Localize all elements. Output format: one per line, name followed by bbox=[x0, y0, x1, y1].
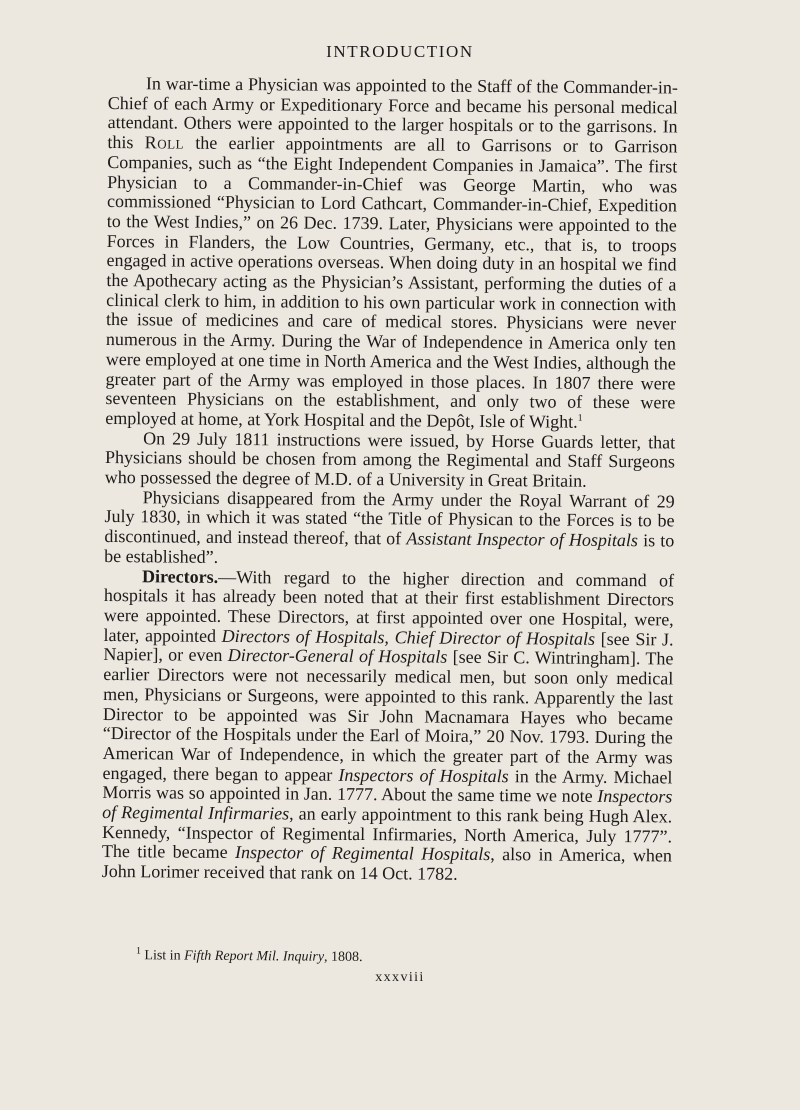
footnote-reference: 1 bbox=[577, 412, 583, 424]
text-run: the earlier appointments are all to Garrisons or to Garrison Companies, such as “the Eight Independent Companies in Jamaica”. The first Physician to a Commander-in-Chief was George Martin, who was commissioned “Physician to Lord Cathcart, Commander-in-Chief, Expedition to the West Indies,” on 26 Dec. 1739. Later, Physicians were appointed to the Forces in Flanders, the Low Countries, Germany, etc., that is, to troops engaged in active operations overseas. When doing duty in an hospital we find the Apothecary acting as the Physician’s Assistant, performing the duties of a clinical clerk to him, in addition to his own particular work in connection with the issue of medicines and care of medical stores. Physicians were never numerous in the Army. During the War of Independence in America only ten were employed at one time in North America and the West Indies, although the greater part of the Army was employed in those places. In 1807 there were seventeen Physicians on the establishment, and only two of these were employed at home, at York Hospital and the Depôt, Isle of Wight. bbox=[105, 132, 678, 432]
text-run: Physicians disappeared from the Army under the Royal Warrant of 29 July 1830, in which it was stated “the Title of Physican to the Forces is to be discontinued, and instead thereof, that of bbox=[104, 487, 675, 549]
italic-title: Fifth Report Mil. Inquiry bbox=[184, 948, 325, 965]
paragraph-horse-guards-letter bbox=[105, 429, 675, 493]
footnote bbox=[108, 947, 678, 968]
running-head: INTRODUCTION bbox=[326, 42, 474, 61]
text-run: —With regard to the higher direction and command of hospitals it has already been noted that at their first establishment Directors were appointed. These Directors, at first appointed over one Hospital, were, later, appointed bbox=[103, 566, 675, 646]
roll-small-caps: Roll bbox=[144, 132, 185, 153]
italic-title: Inspectors of Hospitals bbox=[338, 764, 509, 786]
italic-title: Inspectors of Regimental Infirmaries bbox=[102, 786, 673, 824]
paragraph-directors bbox=[102, 567, 674, 887]
text-run: , an early appointment to this rank being Hugh Alex. Kennedy, “Inspector of Regimental Infirmaries, North America, July 1777”. The title became bbox=[101, 803, 673, 863]
italic-title: Inspector of Regimental Hospitals bbox=[234, 842, 491, 865]
footnote-mark: 1 bbox=[135, 945, 142, 957]
italic-title: Assistant Inspector of Hospitals bbox=[406, 528, 639, 551]
italic-title: Director-General of Hospitals bbox=[227, 645, 448, 668]
page-number: xxxviii bbox=[375, 970, 425, 985]
text-run: , also in America, when John Lorimer received that rank on 14 Oct. 1782. bbox=[101, 844, 672, 884]
paragraph-physicians-wartime bbox=[105, 74, 678, 433]
paragraph-royal-warrant bbox=[104, 488, 675, 571]
section-run-in-heading: Directors. bbox=[141, 565, 219, 587]
text-run: in the Army. Michael Morris was so appointed in Jan. 1777. About the same time we note bbox=[102, 765, 673, 807]
text-run: In war-time a Physician was appointed to the Staff of the Commander-in-Chief of each Army or Expeditionary Force and became his personal medical attendant. Others were appointed to the larger hospitals or to the garrisons. In this bbox=[107, 73, 678, 153]
text-run: [see Sir C. Wintringham]. The earlier Directors were not necessarily medical men, but soon only medical men, Physicians or Surgeons, were appointed to this rank. Apparently the last Director to be appointed was Sir John Macnamara Hayes who became “Director of the Hospitals under the Earl of Moira,” 20 Nov. 1793. During the American War of Independence, in which the greater part of the Army was engaged, there began to appear bbox=[102, 647, 674, 785]
text-run: , 1808. bbox=[324, 949, 363, 965]
body-text bbox=[102, 74, 678, 886]
italic-title: Directors of Hospitals, Chief Director of Hospitals bbox=[221, 625, 596, 649]
text-run: List in bbox=[140, 948, 185, 964]
text-run: [see Sir J. Napier], or even bbox=[103, 628, 674, 666]
text-run: On 29 July 1811 instructions were issued, by Horse Guards letter, that Physicians should be chosen from among the Regimental and Staff Surgeons who possessed the degree of M.D. of a University in Great Britain. bbox=[104, 427, 676, 491]
text-run: is to be established”. bbox=[104, 530, 675, 567]
